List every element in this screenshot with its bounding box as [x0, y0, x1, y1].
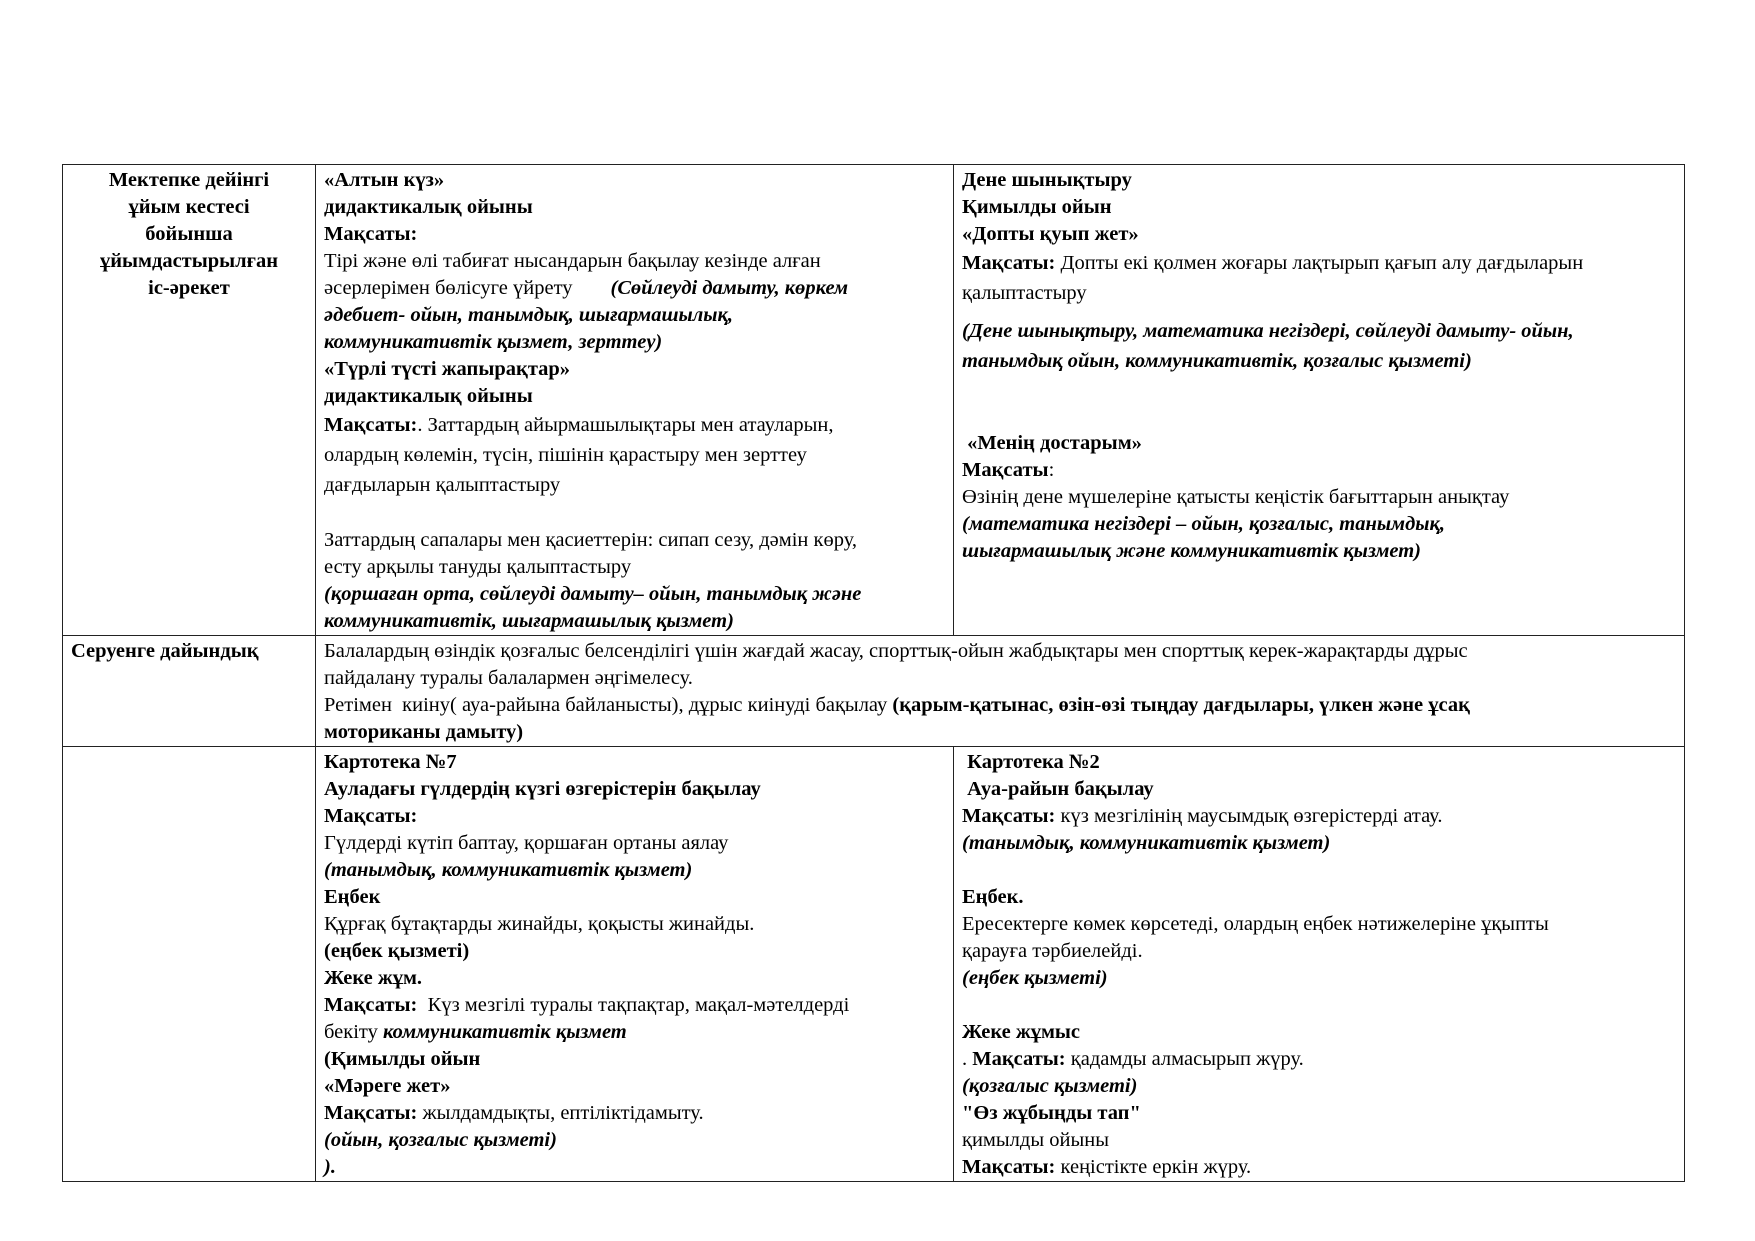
activity-areas: (танымдық, коммуникативтік қызмет)	[962, 832, 1331, 854]
game-type: (Қимылды ойын	[324, 1048, 481, 1070]
goal-label: Мақсаты:	[962, 1156, 1056, 1178]
row-label-cell	[63, 636, 316, 747]
row-label: Серуенге дайындық	[71, 640, 259, 662]
goal-text: Күз мезгілі туралы тақпақтар, мақал-мәтелдерді	[417, 994, 850, 1016]
observation-title: Ауладағы гүлдердің күзгі өзгерістерін бақылау	[324, 778, 761, 800]
individual-work-title: Жеке жұм.	[324, 967, 423, 989]
spacer	[962, 403, 1676, 430]
game-title: «Түрлі түсті жапырақтар»	[324, 358, 571, 380]
goal-label: Мақсаты:	[972, 1048, 1066, 1070]
goal-line	[324, 992, 945, 1019]
list-prefix: .	[962, 1048, 973, 1070]
activity-areas: (қоршаған орта, сөйлеуді дамыту– ойын, танымдық және	[324, 583, 862, 605]
game-title: «Алтын күз»	[324, 169, 445, 191]
activity-areas: коммуникативтік қызмет, зерттеу)	[324, 331, 663, 353]
labor-text: Құрғақ бұтақтарды жинайды, қоқысты жинайды.	[324, 913, 755, 935]
closing-text: ).	[324, 1156, 336, 1178]
goal-label: Мақсаты:	[324, 805, 418, 827]
goal-text: жылдамдықты, ептіліктідамыту.	[417, 1102, 704, 1124]
spacer	[962, 992, 1676, 1019]
goal-line	[962, 1154, 1676, 1181]
goal-line	[962, 1046, 1676, 1073]
body-text-line	[324, 692, 1676, 719]
activity-areas: танымдық ойын, коммуникативтік, қозғалыс қызметі)	[962, 350, 1472, 372]
goal-text: әсерлерімен бөлісуге үйрету	[324, 277, 573, 299]
goal-text: қалыптастыру	[962, 282, 1087, 304]
goal-text: дағдыларын қалыптастыру	[324, 474, 561, 496]
plan-table-container	[62, 164, 1684, 1182]
goal-label: Мақсаты:	[962, 252, 1056, 274]
card-title: Картотека №2	[962, 751, 1100, 773]
game-title: «Мәреге жет»	[324, 1075, 451, 1097]
observation-title: Ауа-райын бақылау	[962, 778, 1154, 800]
activity-areas: (математика негіздері – ойын, қозғалыс, танымдық,	[962, 513, 1446, 535]
activity-areas: (қарым-қатынас, өзін-өзі тыңдау дағдылары, үлкен және ұсақ	[892, 694, 1470, 716]
goal-label: Мақсаты:	[324, 223, 418, 245]
goal-text-line	[324, 275, 945, 302]
individual-work-title: Жеке жұмыс	[962, 1021, 1081, 1043]
goal-line	[324, 410, 945, 440]
activity-areas: (еңбек қызметі)	[324, 940, 470, 962]
goal-text: кеңістікте еркін жүру.	[1055, 1156, 1252, 1178]
activity-areas: коммуникативтік қызмет	[382, 1021, 627, 1043]
game-title: «Менің достарым»	[962, 432, 1142, 454]
goal-label: Мақсаты	[962, 459, 1049, 481]
spacer	[324, 500, 945, 527]
card-title: Картотека №7	[324, 751, 457, 773]
goal-text: Өзінің дене мүшелеріне қатысты кеңістік бағыттарын анықтау	[962, 486, 1510, 508]
walk-card-cell	[316, 747, 954, 1182]
body-text: Ретімен киіну( ауа-райына байланысты), дұрыс киінуді бақылау	[324, 694, 893, 716]
plan-table	[62, 164, 1685, 1182]
goal-line	[324, 1019, 945, 1046]
walk-preparation-cell	[316, 636, 1685, 747]
activity-areas: коммуникативтік, шығармашылық қызмет)	[324, 610, 734, 632]
activity-areas: (Сөйлеуді дамыту, көркем	[610, 277, 849, 299]
labor-text: Ересектерге көмек көрсетеді, олардың еңбек нәтижелеріне ұқыпты	[962, 913, 1549, 935]
goal-line	[962, 803, 1676, 830]
subject-title: Дене шынықтыру	[962, 169, 1132, 191]
activity-areas: (Дене шынықтыру, математика негіздері, сөйлеуді дамыту- ойын,	[962, 320, 1574, 342]
row-label-cell	[63, 165, 316, 636]
table-row	[63, 165, 1685, 636]
goal-label: Мақсаты:	[324, 994, 418, 1016]
didactic-games-cell	[316, 165, 954, 636]
goal-line	[962, 248, 1676, 278]
spacer	[962, 308, 1676, 316]
goal-colon: :	[1048, 459, 1055, 481]
activity-areas: (қозғалыс қызметі)	[962, 1075, 1138, 1097]
goal-text: Заттардың сапалары мен қасиеттерін: сипап сезу, дәмін көру,	[324, 529, 858, 551]
goal-text: қадамды алмасырып жүру.	[1065, 1048, 1304, 1070]
game-type: дидактикалық ойыны	[324, 196, 533, 218]
goal-text: күз мезгілінің маусымдық өзгерістерді атау.	[1055, 805, 1443, 827]
labor-text: қарауға тәрбиелейді.	[962, 940, 1143, 962]
goal-text: Тірі және өлі табиғат нысандарын бақылау кезінде алған	[324, 250, 821, 272]
goal-label: Мақсаты:	[324, 1102, 418, 1124]
goal-text: . Заттардың айырмашылықтары мен атауларын,	[417, 414, 834, 436]
goal-text: олардың көлемін, түсін, пішінін қарастыру мен зерттеу	[324, 444, 807, 466]
goal-line	[962, 457, 1676, 484]
row-label-line: ұйым кестесі	[128, 196, 250, 218]
row-label-cell	[63, 747, 316, 1182]
body-text: пайдалану туралы балалармен әңгімелесу.	[324, 667, 693, 689]
labor-title: Еңбек.	[962, 886, 1024, 908]
game-title: "Өз жұбыңды тап"	[962, 1102, 1141, 1124]
physical-education-cell	[954, 165, 1685, 636]
row-label-line: Мектепке дейінгі	[108, 169, 270, 191]
spacer	[962, 857, 1676, 884]
goal-label: Мақсаты:	[324, 414, 418, 436]
goal-block	[962, 248, 1676, 308]
game-title: «Допты қуып жет»	[962, 223, 1139, 245]
goal-line	[324, 1100, 945, 1127]
row-label-line: ұйымдастырылған	[99, 250, 279, 272]
labor-title: Еңбек	[324, 886, 381, 908]
activity-areas: (танымдық, коммуникативтік қызмет)	[324, 859, 693, 881]
body-text: Балалардың өзіндік қозғалыс белсенділігі үшін жағдай жасау, спорттық-ойын жабдықтары мен спорттық керек-жарақтарды дұрыс	[324, 640, 1468, 662]
areas-block	[962, 316, 1676, 376]
goal-label: Мақсаты:	[962, 805, 1056, 827]
goal-block	[324, 410, 945, 500]
goal-text: есту арқылы тануды қалыптастыру	[324, 556, 632, 578]
activity-areas: моториканы дамыту)	[324, 721, 524, 743]
activity-areas: әдебиет- ойын, танымдық, шығармашылық,	[324, 304, 734, 326]
activity-areas: шығармашылық және коммуникативтік қызмет)	[962, 540, 1422, 562]
goal-text: бекіту	[324, 1021, 383, 1043]
row-label-line: бойынша	[145, 223, 233, 245]
row-label-line: іс-әрекет	[148, 277, 230, 299]
goal-text: Допты екі қолмен жоғары лақтырып қағып алу дағдыларын	[1055, 252, 1584, 274]
activity-areas: (еңбек қызметі)	[962, 967, 1108, 989]
table-row	[63, 636, 1685, 747]
game-type: дидактикалық ойыны	[324, 385, 533, 407]
walk-card-cell	[954, 747, 1685, 1182]
spacer	[962, 376, 1676, 403]
goal-text: Гүлдерді күтіп баптау, қоршаған ортаны аялау	[324, 832, 729, 854]
game-type: қимылды ойыны	[962, 1129, 1109, 1151]
activity-areas: (ойын, қозғалыс қызметі)	[324, 1129, 557, 1151]
game-type: Қимылды ойын	[962, 196, 1112, 218]
table-row	[63, 747, 1685, 1182]
